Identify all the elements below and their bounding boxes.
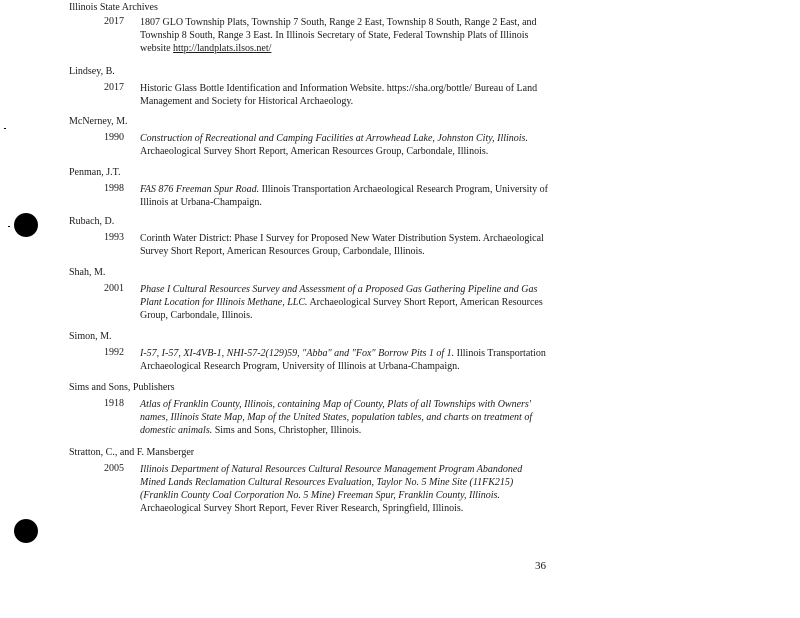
reference-author: Rubach, D. (69, 216, 115, 227)
reference-citation (140, 232, 550, 258)
reference-title: FAS 876 Freeman Spur Road. (140, 184, 260, 195)
reference-citation (140, 283, 550, 322)
reference-title: Phase I Cultural Resources Survey and Assessment of a Proposed Gas Gathering Pipeline and Gas Plant Location for Illinois Methane, LLC. (140, 284, 538, 308)
reference-year: 1992 (104, 347, 124, 358)
reference-year: 2017 (104, 16, 124, 27)
binder-hole-icon (14, 213, 38, 237)
reference-citation (140, 463, 550, 515)
reference-details: Sims and Sons, Christopher, Illinois. (212, 425, 362, 436)
reference-year: 1918 (104, 398, 124, 409)
reference-title: Illinois Department of Natural Resources Cultural Resource Management Program Abandoned Mined Lands Reclamation Cultural Resources Evaluation, Taylor No. 5 Mine Site (11FK215) (Franklin County Coal Corporation No. 5 Mine) Freeman Spur, Franklin County, Illinois. (140, 464, 523, 501)
reference-details: Corinth Water District: Phase I Survey for Proposed New Water Distribution System. Archaeological Survey Short Report, American Resources Group, Carbondale, Illinois. (140, 233, 544, 257)
reference-url-link[interactable]: http://landplats.ilsos.net/ (173, 43, 272, 54)
reference-title: Construction of Recreational and Camping Facilities at Arrowhead Lake, Johnston City, Illinois. (140, 133, 528, 144)
scan-speck-icon (8, 226, 10, 227)
reference-author: McNerney, M. (69, 116, 128, 127)
reference-author: Simon, M. (69, 331, 112, 342)
reference-author: Illinois State Archives (69, 2, 158, 13)
reference-title: Atlas of Franklin County, Illinois, containing Map of County, Plats of all Townships with Owners' names, Illinois State Map, Map of the United States, population tables, and charts on treatment of domestic animals. (140, 399, 533, 436)
reference-citation (140, 16, 550, 55)
scan-speck-icon (4, 128, 6, 129)
reference-author: Shah, M. (69, 267, 106, 278)
reference-details: 1807 GLO Township Plats, Township 7 South, Range 2 East, Township 8 South, Range 2 East, and Township 8 South, Range 3 East. In Illinois Secretary of State, Federal Township Plats of Illinois website (140, 17, 537, 54)
binder-hole-icon (14, 519, 38, 543)
reference-citation (140, 398, 550, 437)
reference-year: 1993 (104, 232, 124, 243)
reference-citation (140, 132, 550, 158)
reference-citation (140, 183, 550, 209)
reference-year: 2005 (104, 463, 124, 474)
reference-details: Archaeological Survey Short Report, Fever River Research, Springfield, Illinois. (140, 503, 464, 514)
reference-year: 2017 (104, 82, 124, 93)
reference-details: Illinois Transportation Archaeological Research Program, University of Illinois at Urbana-Champaign. (140, 184, 548, 208)
reference-year: 1990 (104, 132, 124, 143)
reference-details: Archaeological Survey Short Report, American Resources Group, Carbondale, Illinois. (140, 297, 543, 321)
reference-author: Sims and Sons, Publishers (69, 382, 175, 393)
reference-title: I-57, I-57, XI-4VB-1, NHI-57-2(129)59, "Abba" and "Fox" Borrow Pits 1 of 1. (140, 348, 455, 359)
reference-citation (140, 82, 550, 108)
reference-author: Penman, J.T. (69, 167, 121, 178)
reference-details: Illinois Transportation Archaeological Research Program, University of Illinois at Urbana-Champaign. (140, 348, 546, 372)
reference-author: Stratton, C., and F. Mansberger (69, 447, 195, 458)
page-number: 36 (535, 560, 546, 572)
reference-year: 2001 (104, 283, 124, 294)
reference-details: Archaeological Survey Short Report, American Resources Group, Carbondale, Illinois. (140, 146, 489, 157)
reference-year: 1998 (104, 183, 124, 194)
reference-citation (140, 347, 550, 373)
reference-details: Historic Glass Bottle Identification and Information Website. https://sha.org/bottle/ Bureau of Land Management and Society for Historical Archaeology. (140, 83, 538, 107)
reference-author: Lindsey, B. (69, 66, 115, 77)
